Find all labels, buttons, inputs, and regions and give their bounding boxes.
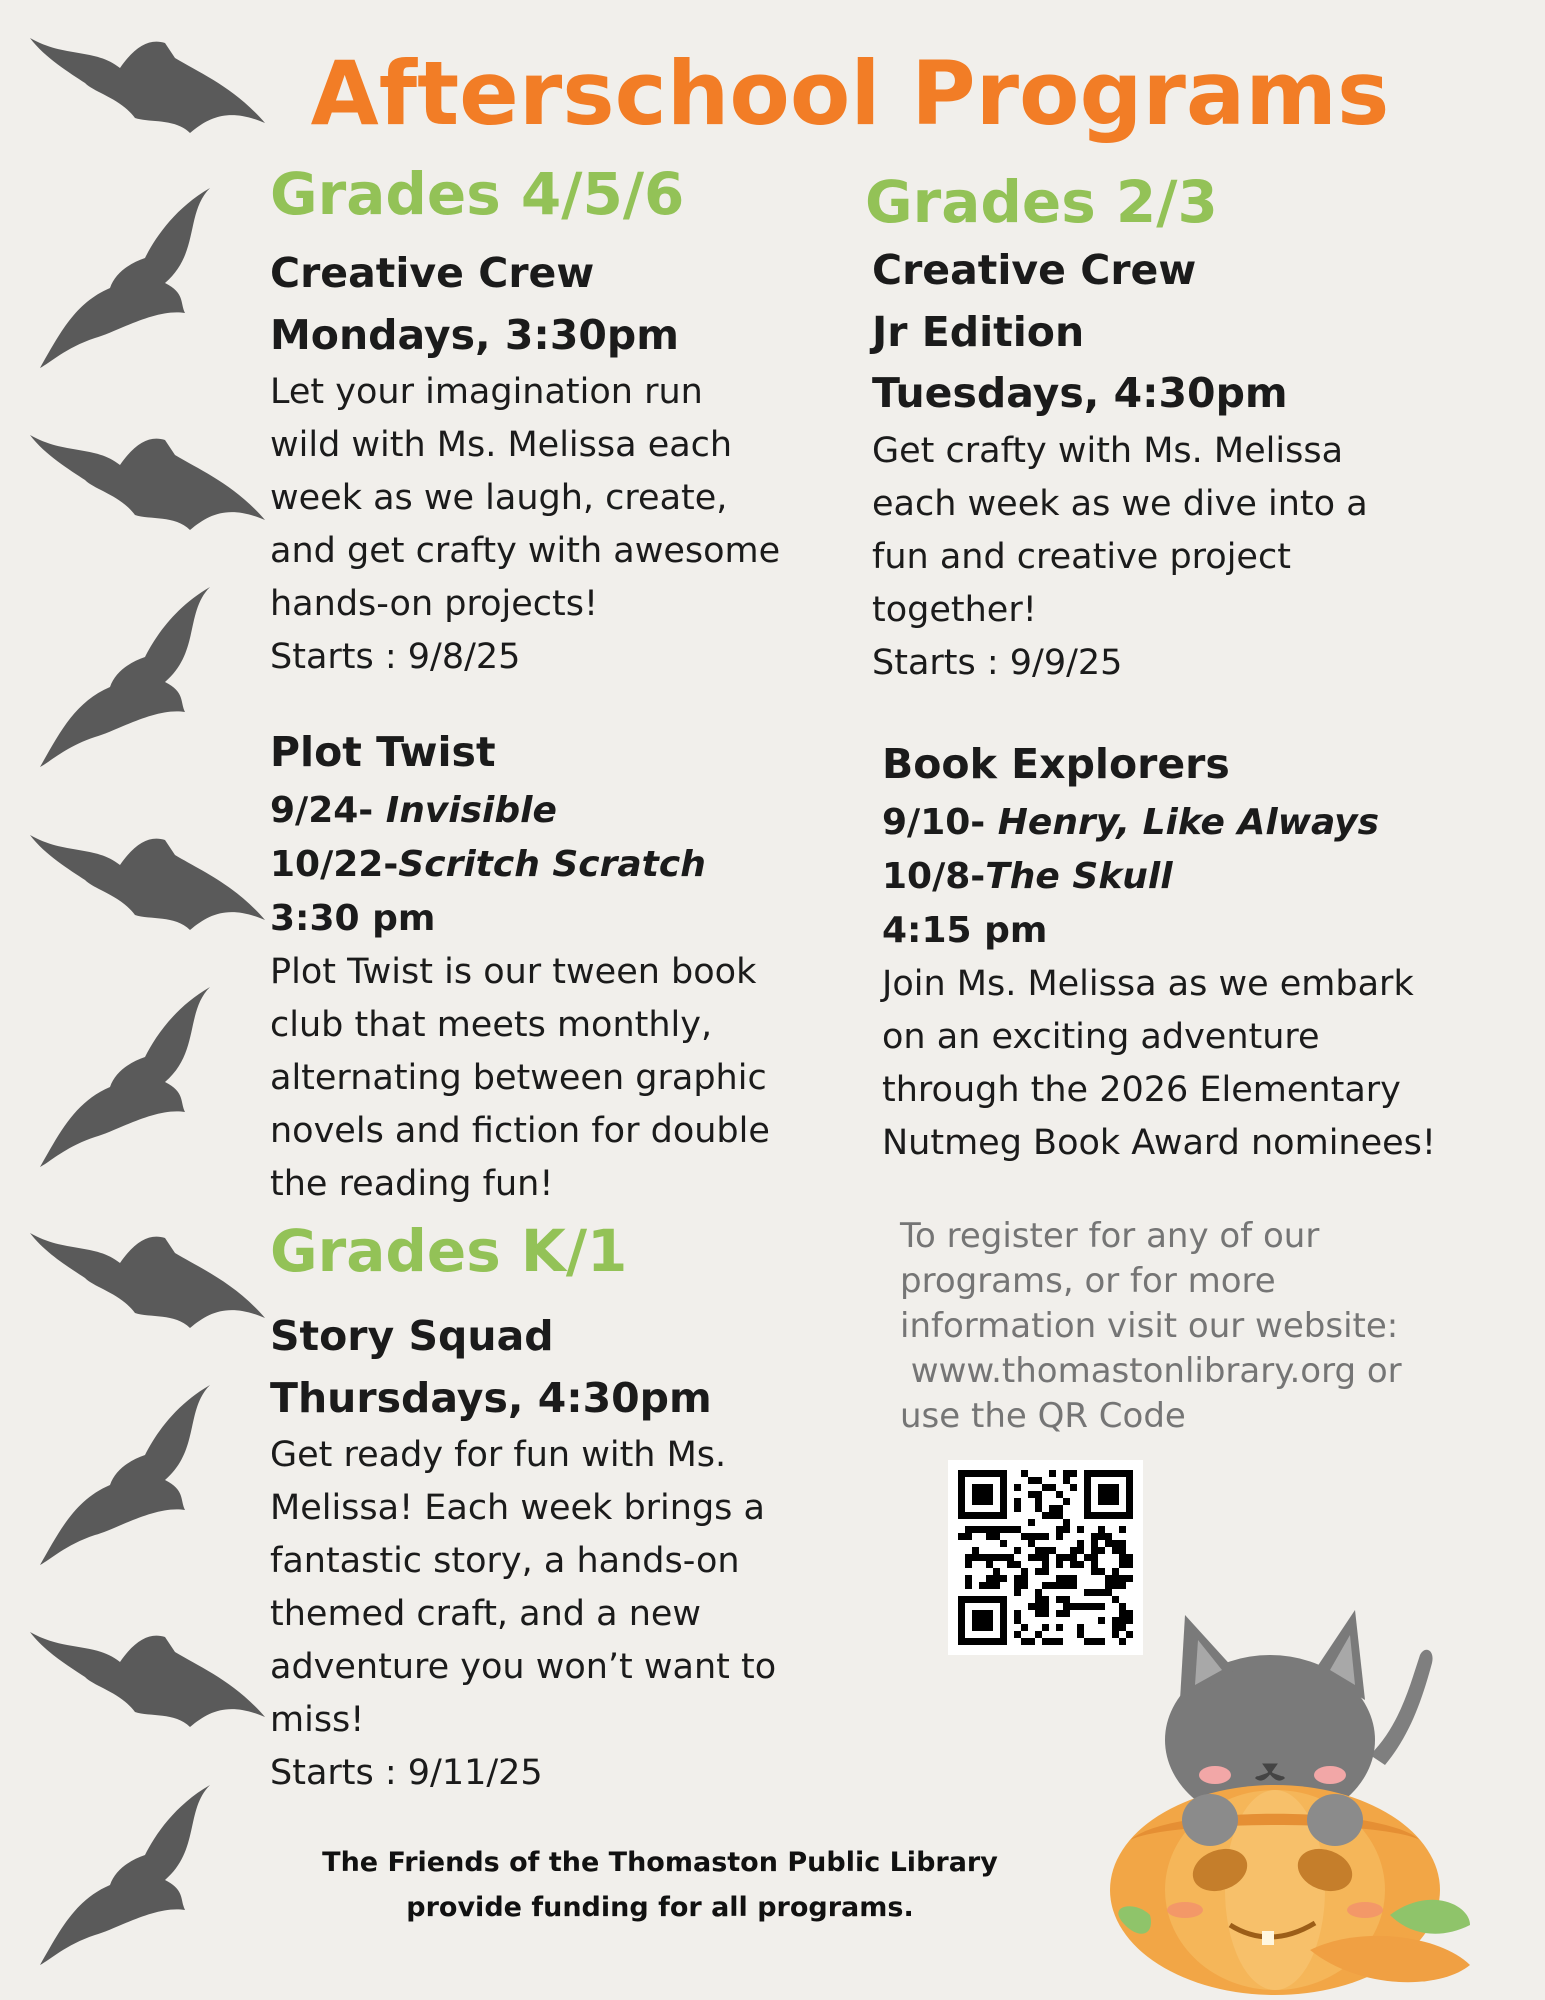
bat-icon [25,825,270,935]
grades-456-heading: Grades 4/5/6 [270,160,685,228]
program-desc-line: the reading fun! [270,1163,554,1204]
program-start-date: Starts : 9/8/25 [270,637,521,677]
program-time: Thursdays, 4:30pm [270,1373,712,1422]
program-desc-line: wild with Ms. Melissa each [270,425,733,465]
program-desc-line: Plot Twist is our tween book [270,951,757,992]
bat-icon [25,425,270,535]
bat-icon [25,1622,270,1732]
bat-icon [35,1780,215,1970]
program-desc-line: and get crafty with awesome [270,531,781,571]
program-desc-line: Nutmeg Book Award nominees! [882,1122,1436,1163]
program-desc-line: novels and fiction for double [270,1110,770,1151]
program-desc-line: hands-on projects! [270,584,599,624]
program-desc-line: week as we laugh, create, [270,478,728,518]
program-desc-line: miss! [270,1700,365,1740]
program-desc-line: adventure you won’t want to [270,1647,777,1687]
registration-line: programs, or for more [900,1261,1276,1301]
creative-crew-section [270,243,810,684]
program-name: Plot Twist [270,728,496,776]
bat-icon [35,183,215,373]
book-date-line [270,784,810,838]
book-date-line [882,850,1522,904]
story-squad-section [270,1306,810,1800]
program-name: Book Explorers [882,740,1230,788]
program-desc-line: fun and creative project [872,536,1291,577]
grades-23-heading: Grades 2/3 [865,168,1218,236]
book-date: 9/10- [882,801,986,843]
program-start-date: Starts : 9/9/25 [872,642,1123,683]
program-name: Creative Crew [872,246,1197,294]
bat-icon [35,1380,215,1570]
credit-line: The Friends of the Thomaston Public Library [322,1847,998,1878]
book-title: Henry, Like Always [997,801,1380,843]
book-explorers-section [882,734,1522,1170]
funding-credit [250,1840,1070,1930]
book-title: Invisible [385,789,557,831]
program-desc-line: through the 2026 Elementary [882,1069,1401,1110]
book-date: 9/24- [270,789,374,831]
program-desc-line: club that meets monthly, [270,1004,713,1045]
book-date-line [882,796,1522,850]
registration-line: information visit our website: [900,1306,1399,1346]
book-date: 10/22- [270,843,399,885]
program-time: Tuesdays, 4:30pm [872,369,1288,417]
bat-icon [35,982,215,1172]
program-desc-line: alternating between graphic [270,1057,767,1098]
registration-line: To register for any of our [900,1216,1320,1256]
registration-info [900,1214,1460,1439]
program-desc-line: Melissa! Each week brings a [270,1488,765,1528]
creative-crew-jr-section [872,240,1472,690]
bat-icon [25,28,270,138]
program-desc-line: Let your imagination run [270,372,703,412]
program-time: Mondays, 3:30pm [270,310,679,359]
cat-in-pumpkin-illustration [1110,1605,1490,1995]
book-title: The Skull [985,855,1173,897]
program-name: Story Squad [270,1312,554,1360]
program-time: 4:15 pm [882,909,1048,951]
registration-line: use the QR Code [900,1396,1186,1436]
program-time: 3:30 pm [270,897,436,939]
bat-icon [25,1223,270,1333]
program-desc-line: Get crafty with Ms. Melissa [872,430,1344,471]
book-date: 10/8- [882,855,986,897]
program-desc-line: themed craft, and a new [270,1594,702,1634]
program-name: Creative Crew [270,249,595,297]
plot-twist-section [270,722,810,1211]
program-start-date: Starts : 9/11/25 [270,1753,543,1793]
program-desc-line: fantastic story, a hands-on [270,1541,740,1581]
credit-line: provide funding for all programs. [406,1892,914,1923]
book-title: Scritch Scratch [398,843,706,885]
program-name-sub: Jr Edition [872,307,1085,356]
book-date-line [270,838,810,892]
program-desc-line: Get ready for fun with Ms. [270,1435,727,1475]
bat-icon [35,582,215,772]
program-desc-line: on an exciting adventure [882,1016,1320,1057]
grades-k1-heading: Grades K/1 [270,1217,628,1285]
registration-website[interactable]: www.thomastonlibrary.org or [900,1351,1402,1391]
program-desc-line: together! [872,589,1037,630]
page-title: Afterschool Programs [310,42,1390,145]
program-desc-line: Join Ms. Melissa as we embark [882,963,1414,1004]
program-desc-line: each week as we dive into a [872,483,1368,524]
